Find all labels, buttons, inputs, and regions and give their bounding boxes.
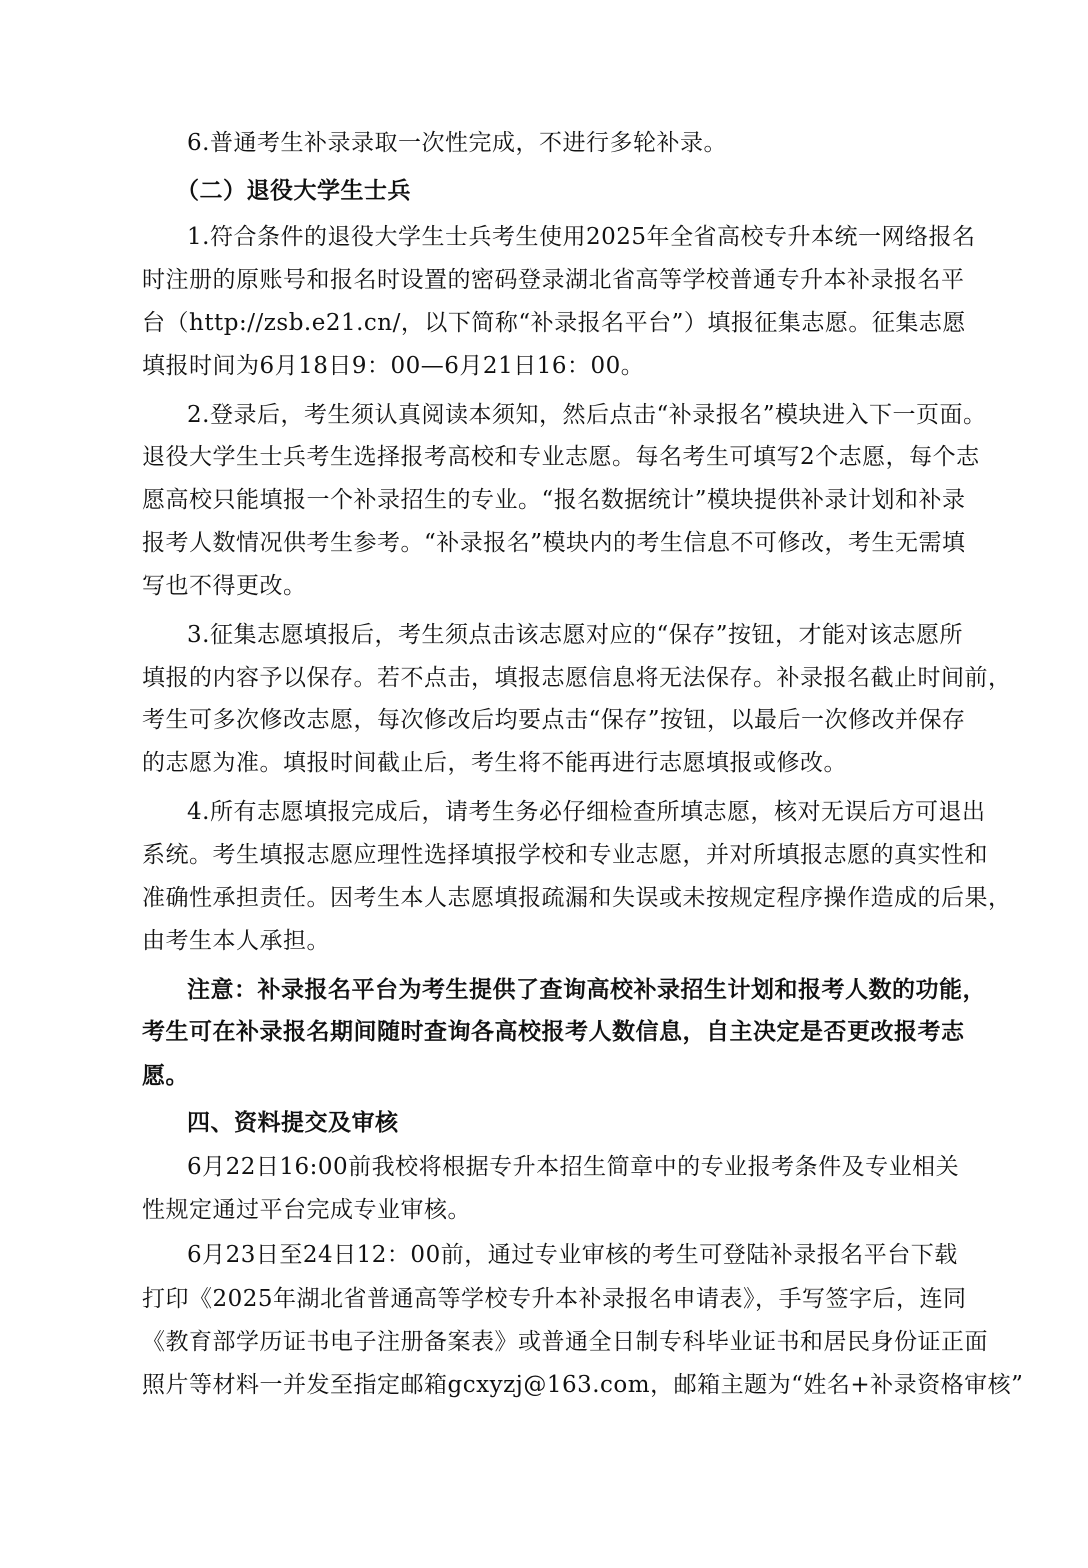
paragraph-line: 时注册的原账号和报名时设置的密码登录湖北省高等学校普通专升本补录报名平 (142, 267, 965, 293)
paragraph-line: 的志愿为准。填报时间截止后，考生将不能再进行志愿填报或修改。 (142, 750, 847, 776)
paragraph-line: 愿高校只能填报一个补录招生的专业。“报名数据统计”模块提供补录计划和补录 (142, 487, 966, 513)
paragraph-line: 报考人数情况供考生参考。“补录报名”模块内的考生信息不可修改，考生无需填 (142, 530, 966, 556)
note-line: 注意：补录报名平台为考生提供了查询高校补录招生计划和报考人数的功能， (187, 976, 986, 1003)
paragraph-line: 性规定通过平台完成专业审核。 (142, 1197, 471, 1223)
paragraph-line: 填报的内容予以保存。若不点击，填报志愿信息将无法保存。补录报名截止时间前， (142, 665, 1012, 691)
paragraph-line: 准确性承担责任。因考生本人志愿填报疏漏和失误或未按规定程序操作造成的后果， (142, 885, 1012, 911)
paragraph-line: 打印《2025年湖北省普通高等学校专升本补录报名申请表》，手写签字后，连同 (142, 1286, 967, 1312)
paragraph-line: 6月22日16:00前我校将根据专升本招生简章中的专业报考条件及专业相关 (187, 1154, 960, 1180)
note-line: 愿。 (142, 1062, 189, 1089)
paragraph-line: 台（http://zsb.e21.cn/，以下简称“补录报名平台”）填报征集志愿。征集志愿 (142, 310, 966, 336)
paragraph-line: 考生可多次修改志愿，每次修改后均要点击“保存”按钮，以最后一次修改并保存 (142, 707, 966, 733)
note-line: 考生可在补录报名期间随时查询各高校报考人数信息，自主决定是否更改报考志 (142, 1018, 965, 1045)
section-4-heading: 四、资料提交及审核 (187, 1109, 399, 1136)
paragraph-line: 填报时间为6月18日9：00—6月21日16：00。 (142, 353, 645, 379)
section-2-heading: （二）退役大学生士兵 (176, 177, 411, 204)
paragraph-line: 由考生本人承担。 (142, 928, 330, 954)
paragraph-line: 4.所有志愿填报完成后，请考生务必仔细检查所填志愿，核对无误后方可退出 (187, 799, 986, 825)
paragraph-line: 照片等材料一并发至指定邮箱gcxyzj@163.com，邮箱主题为“姓名+补录资格审核” (142, 1372, 1024, 1398)
paragraph-line: 2.登录后，考生须认真阅读本须知，然后点击“补录报名”模块进入下一页面。 (187, 402, 987, 428)
paragraph-line: 6月23日至24日12：00前，通过专业审核的考生可登陆补录报名平台下载 (187, 1242, 958, 1268)
paragraph-line: 1.符合条件的退役大学生士兵考生使用2025年全省高校专升本统一网络报名 (187, 224, 976, 250)
paragraph-line: 《教育部学历证书电子注册备案表》或普通全日制专科毕业证书和居民身份证正面 (142, 1329, 988, 1355)
paragraph-line: 写也不得更改。 (142, 573, 307, 599)
item-6: 6.普通考生补录录取一次性完成，不进行多轮补录。 (187, 130, 727, 156)
paragraph-line: 3.征集志愿填报后，考生须点击该志愿对应的“保存”按钮，才能对该志愿所 (187, 622, 963, 648)
paragraph-line: 系统。考生填报志愿应理性选择填报学校和专业志愿，并对所填报志愿的真实性和 (142, 842, 988, 868)
paragraph-line: 退役大学生士兵考生选择报考高校和专业志愿。每名考生可填写2个志愿，每个志 (142, 444, 980, 470)
